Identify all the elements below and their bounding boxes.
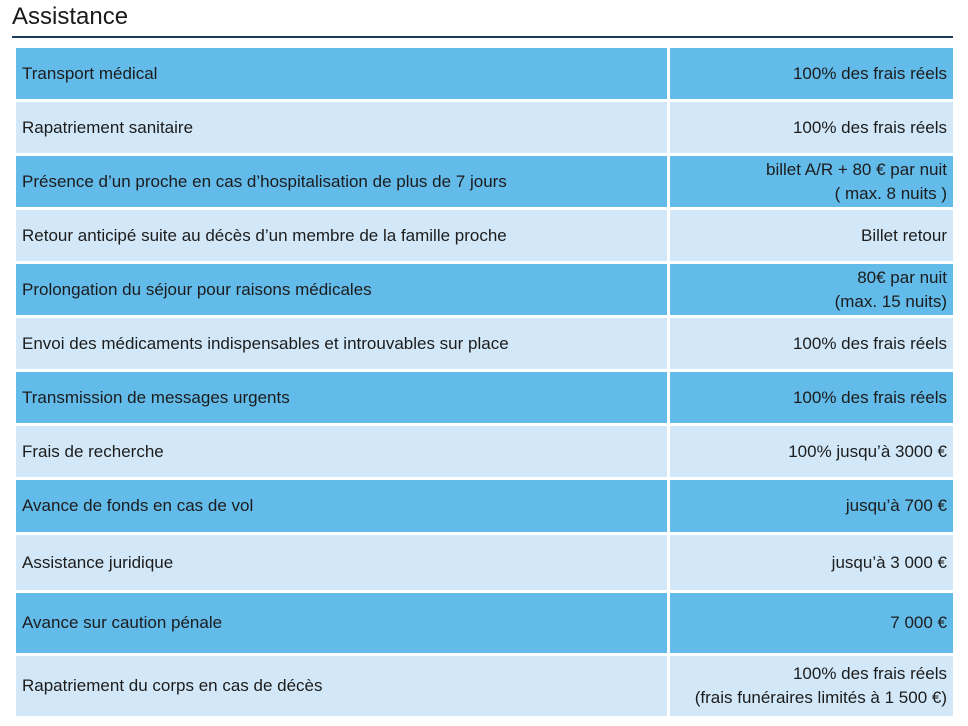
table-row xyxy=(16,656,953,716)
row-value xyxy=(670,372,953,423)
table-row xyxy=(16,593,953,653)
row-value xyxy=(670,535,953,590)
row-value xyxy=(670,48,953,99)
row-label: Prolongation du séjour pour raisons médicales xyxy=(16,264,667,315)
title-underline xyxy=(12,36,953,38)
row-value-line: 7 000 € xyxy=(890,613,947,632)
row-value xyxy=(670,426,953,477)
row-value-line: 100% des frais réels xyxy=(792,387,947,407)
table-row xyxy=(16,480,953,532)
row-value xyxy=(670,318,953,369)
row-label: Frais de recherche xyxy=(16,426,667,477)
row-value-line: (frais funéraires limités à 1 500 €) xyxy=(694,688,947,707)
row-value xyxy=(670,156,953,207)
row-value xyxy=(670,656,953,716)
row-value-line: Billet retour xyxy=(861,225,947,245)
row-value-line: jusqu’à 700 € xyxy=(845,496,947,515)
row-label: Transmission de messages urgents xyxy=(16,372,667,423)
row-label: Transport médical xyxy=(16,48,667,99)
row-label: Avance sur caution pénale xyxy=(16,593,667,653)
row-label: Retour anticipé suite au décès d’un membre de la famille proche xyxy=(16,210,667,261)
row-label: Présence d’un proche en cas d’hospitalisation de plus de 7 jours xyxy=(16,156,667,207)
row-value-line: 100% des frais réels xyxy=(792,117,947,137)
table-row xyxy=(16,102,953,153)
row-value-line: 80€ par nuit xyxy=(857,267,947,287)
row-value-line: 100% jusqu’à 3000 € xyxy=(788,441,947,461)
section-title: Assistance xyxy=(12,3,129,30)
table-row xyxy=(16,48,953,99)
row-label: Rapatriement du corps en cas de décès xyxy=(16,656,667,716)
row-value xyxy=(670,264,953,315)
row-value-line: (max. 15 nuits) xyxy=(834,291,947,311)
row-label: Rapatriement sanitaire xyxy=(16,102,667,153)
row-value-line: 100% des frais réels xyxy=(792,333,947,353)
row-value-line: billet A/R + 80 € par nuit xyxy=(766,159,947,179)
table-row xyxy=(16,535,953,590)
table-row xyxy=(16,210,953,261)
row-value xyxy=(670,593,953,653)
row-label: Envoi des médicaments indispensables et introuvables sur place xyxy=(16,318,667,369)
row-label: Assistance juridique xyxy=(16,535,667,590)
table-row xyxy=(16,264,953,315)
row-value-line: 100% des frais réels xyxy=(792,664,947,683)
row-value xyxy=(670,102,953,153)
row-value-line: ( max. 8 nuits ) xyxy=(834,183,947,203)
table-row xyxy=(16,156,953,207)
row-value xyxy=(670,210,953,261)
table-row xyxy=(16,318,953,369)
row-label: Avance de fonds en cas de vol xyxy=(16,480,667,532)
assistance-table xyxy=(16,48,953,719)
row-value-line: jusqu’à 3 000 € xyxy=(831,552,947,572)
row-value xyxy=(670,480,953,532)
table-row xyxy=(16,372,953,423)
table-row xyxy=(16,426,953,477)
row-value-line: 100% des frais réels xyxy=(792,63,947,83)
